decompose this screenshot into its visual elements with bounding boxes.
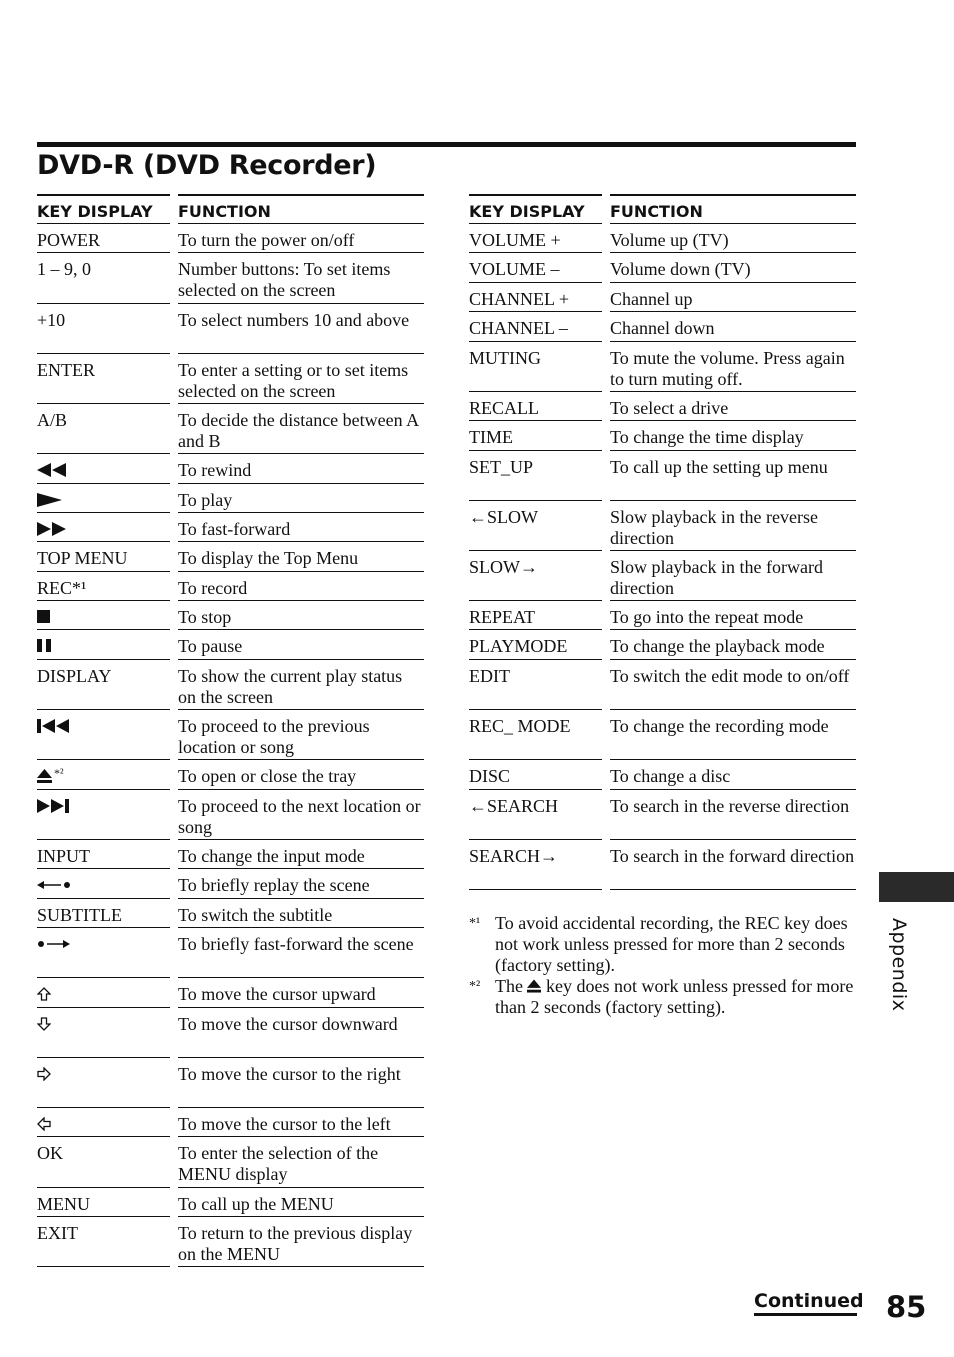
key-cell: SET_UP <box>469 451 602 501</box>
table-row <box>469 421 856 450</box>
key-cell: TIME <box>469 421 602 450</box>
function-cell: To briefly replay the scene <box>178 869 424 898</box>
function-cell: To switch the edit mode to on/off <box>610 660 856 710</box>
function-cell: To change the time display <box>610 421 856 450</box>
fast-forward-icon <box>37 522 67 536</box>
key-cell: SLOW→ <box>469 551 602 601</box>
function-cell: To stop <box>178 601 424 630</box>
function-cell: To select numbers 10 and above <box>178 304 424 354</box>
footnotes <box>469 913 859 1018</box>
function-cell: To open or close the tray <box>178 760 424 789</box>
function-cell: To proceed to the previous location or song <box>178 710 424 760</box>
key-cell: A/B <box>37 404 170 454</box>
function-cell: To change the recording mode <box>610 710 856 760</box>
key-cell: ←SLOW <box>469 501 602 551</box>
table-row <box>37 660 424 710</box>
table-row <box>469 840 856 890</box>
key-cell <box>37 1008 170 1058</box>
footnote <box>469 913 859 976</box>
table-row <box>469 710 856 760</box>
key-cell: 1 – 9, 0 <box>37 253 170 303</box>
function-cell: To return to the previous display on the MENU <box>178 1217 424 1267</box>
function-cell: To proceed to the next location or song <box>178 790 424 840</box>
footnote-text-after: key does not work unless pressed for more than 2 seconds (factory setting). <box>495 976 854 1017</box>
function-cell: To move the cursor upward <box>178 978 424 1007</box>
function-cell: To move the cursor to the left <box>178 1108 424 1137</box>
left-key-table <box>37 194 424 1267</box>
function-cell: To enter a setting or to set items selected on the screen <box>178 354 424 404</box>
table-row <box>37 630 424 659</box>
table-row <box>37 253 424 303</box>
key-cell: SEARCH→ <box>469 840 602 890</box>
key-cell: TOP MENU <box>37 542 170 571</box>
eject-icon <box>37 769 52 783</box>
table-row <box>469 660 856 710</box>
function-header: FUNCTION <box>610 194 856 224</box>
key-cell <box>37 484 170 513</box>
table-header <box>37 194 424 224</box>
table-row <box>37 542 424 571</box>
key-cell <box>37 869 170 898</box>
function-cell: To show the current play status on the screen <box>178 660 424 710</box>
function-cell: To display the Top Menu <box>178 542 424 571</box>
key-cell: DISC <box>469 760 602 789</box>
function-cell: Slow playback in the forward direction <box>610 551 856 601</box>
instant-replay-icon <box>37 878 71 892</box>
table-row <box>37 354 424 404</box>
table-row <box>469 224 856 253</box>
table-row <box>469 253 856 282</box>
function-cell: Volume up (TV) <box>610 224 856 253</box>
table-row <box>37 710 424 760</box>
footnote-text: To avoid accidental recording, the REC key does not work unless pressed for more than 2 seconds (factory setting). <box>495 913 848 975</box>
table-row <box>469 630 856 659</box>
page-number: 85 <box>886 1290 927 1324</box>
footnote-mark: *² <box>54 766 64 781</box>
key-cell <box>37 978 170 1007</box>
function-cell: To turn the power on/off <box>178 224 424 253</box>
table-row <box>37 572 424 601</box>
rewind-icon <box>37 463 67 477</box>
function-cell: To briefly fast-forward the scene <box>178 928 424 978</box>
function-cell: To mute the volume. Press again to turn muting off. <box>610 342 856 392</box>
footnote-mark: *¹ <box>469 916 481 931</box>
key-cell: RECALL <box>469 392 602 421</box>
instant-advance-icon <box>37 937 71 951</box>
table-row <box>37 404 424 454</box>
key-cell: VOLUME – <box>469 253 602 282</box>
function-cell: To call up the MENU <box>178 1188 424 1217</box>
table-row <box>37 1108 424 1137</box>
key-cell: MUTING <box>469 342 602 392</box>
table-row <box>469 790 856 840</box>
table-row <box>469 392 856 421</box>
right-key-table <box>469 194 856 890</box>
table-row <box>37 760 424 789</box>
arrow-up-icon <box>37 987 51 1001</box>
section-tab <box>879 872 954 902</box>
key-cell: CHANNEL – <box>469 312 602 341</box>
function-cell: Channel up <box>610 283 856 312</box>
table-row <box>469 451 856 501</box>
arrow-down-icon <box>37 1017 51 1031</box>
key-cell <box>37 601 170 630</box>
table-row <box>37 484 424 513</box>
key-cell <box>37 1108 170 1137</box>
key-cell: REC*¹ <box>37 572 170 601</box>
function-cell: To change the input mode <box>178 840 424 869</box>
page-title: DVD-R (DVD Recorder) <box>37 150 377 181</box>
play-icon <box>37 493 63 507</box>
function-cell: To pause <box>178 630 424 659</box>
key-cell: +10 <box>37 304 170 354</box>
table-row <box>37 978 424 1007</box>
key-cell: ←SEARCH <box>469 790 602 840</box>
key-cell: MENU <box>37 1188 170 1217</box>
function-cell: Number buttons: To set items selected on the screen <box>178 253 424 303</box>
footnote <box>469 976 859 1018</box>
function-cell: To fast-forward <box>178 513 424 542</box>
top-rule <box>37 142 856 147</box>
function-cell: To search in the forward direction <box>610 840 856 890</box>
table-row <box>469 501 856 551</box>
footnote-mark: *² <box>469 979 481 994</box>
table-row <box>469 760 856 789</box>
key-cell: CHANNEL + <box>469 283 602 312</box>
eject-icon <box>527 979 541 993</box>
table-row <box>37 1058 424 1108</box>
function-cell: Volume down (TV) <box>610 253 856 282</box>
key-display-header: KEY DISPLAY <box>469 194 602 224</box>
key-cell: EDIT <box>469 660 602 710</box>
function-cell: To change the playback mode <box>610 630 856 659</box>
key-cell: OK <box>37 1137 170 1187</box>
pause-icon <box>37 639 53 653</box>
table-row <box>469 283 856 312</box>
key-cell: VOLUME + <box>469 224 602 253</box>
table-row <box>37 1217 424 1267</box>
table-row <box>469 342 856 392</box>
key-cell: INPUT <box>37 840 170 869</box>
next-icon <box>37 799 71 813</box>
key-cell <box>37 454 170 483</box>
key-cell <box>37 790 170 840</box>
key-cell <box>37 760 170 789</box>
table-header <box>469 194 856 224</box>
key-cell <box>37 513 170 542</box>
key-cell: ENTER <box>37 354 170 404</box>
table-row <box>37 869 424 898</box>
table-row <box>37 840 424 869</box>
arrow-right-icon <box>37 1067 51 1081</box>
function-cell: To decide the distance between A and B <box>178 404 424 454</box>
function-cell: To search in the reverse direction <box>610 790 856 840</box>
key-cell <box>37 1058 170 1108</box>
function-cell: To change a disc <box>610 760 856 789</box>
arrow-left-icon <box>37 1117 51 1131</box>
key-display-header: KEY DISPLAY <box>37 194 170 224</box>
section-label: Appendix <box>888 918 910 1012</box>
function-cell: To switch the subtitle <box>178 899 424 928</box>
function-cell: To select a drive <box>610 392 856 421</box>
continued-label: Continued <box>754 1290 857 1316</box>
stop-icon <box>37 610 51 624</box>
table-row <box>37 790 424 840</box>
table-row <box>37 1137 424 1187</box>
table-row <box>37 513 424 542</box>
function-header: FUNCTION <box>178 194 424 224</box>
key-cell <box>37 630 170 659</box>
previous-icon <box>37 719 71 733</box>
key-cell: POWER <box>37 224 170 253</box>
function-cell: To enter the selection of the MENU display <box>178 1137 424 1187</box>
table-row <box>469 601 856 630</box>
table-row <box>469 312 856 341</box>
key-cell: REC_ MODE <box>469 710 602 760</box>
function-cell: To go into the repeat mode <box>610 601 856 630</box>
table-row <box>37 928 424 978</box>
function-cell: To rewind <box>178 454 424 483</box>
key-cell: PLAYMODE <box>469 630 602 659</box>
function-cell: To call up the setting up menu <box>610 451 856 501</box>
key-cell: DISPLAY <box>37 660 170 710</box>
function-cell: To play <box>178 484 424 513</box>
key-cell: REPEAT <box>469 601 602 630</box>
function-cell: Channel down <box>610 312 856 341</box>
table-row <box>469 551 856 601</box>
function-cell: To record <box>178 572 424 601</box>
table-row <box>37 601 424 630</box>
function-cell: To move the cursor to the right <box>178 1058 424 1108</box>
function-cell: Slow playback in the reverse direction <box>610 501 856 551</box>
key-cell: EXIT <box>37 1217 170 1267</box>
key-cell: SUBTITLE <box>37 899 170 928</box>
table-row <box>37 1008 424 1058</box>
table-row <box>37 1188 424 1217</box>
footnote-text-before: The <box>495 976 523 996</box>
table-row <box>37 899 424 928</box>
table-row <box>37 454 424 483</box>
key-cell <box>37 710 170 760</box>
table-row <box>37 304 424 354</box>
key-cell <box>37 928 170 978</box>
table-row <box>37 224 424 253</box>
function-cell: To move the cursor downward <box>178 1008 424 1058</box>
